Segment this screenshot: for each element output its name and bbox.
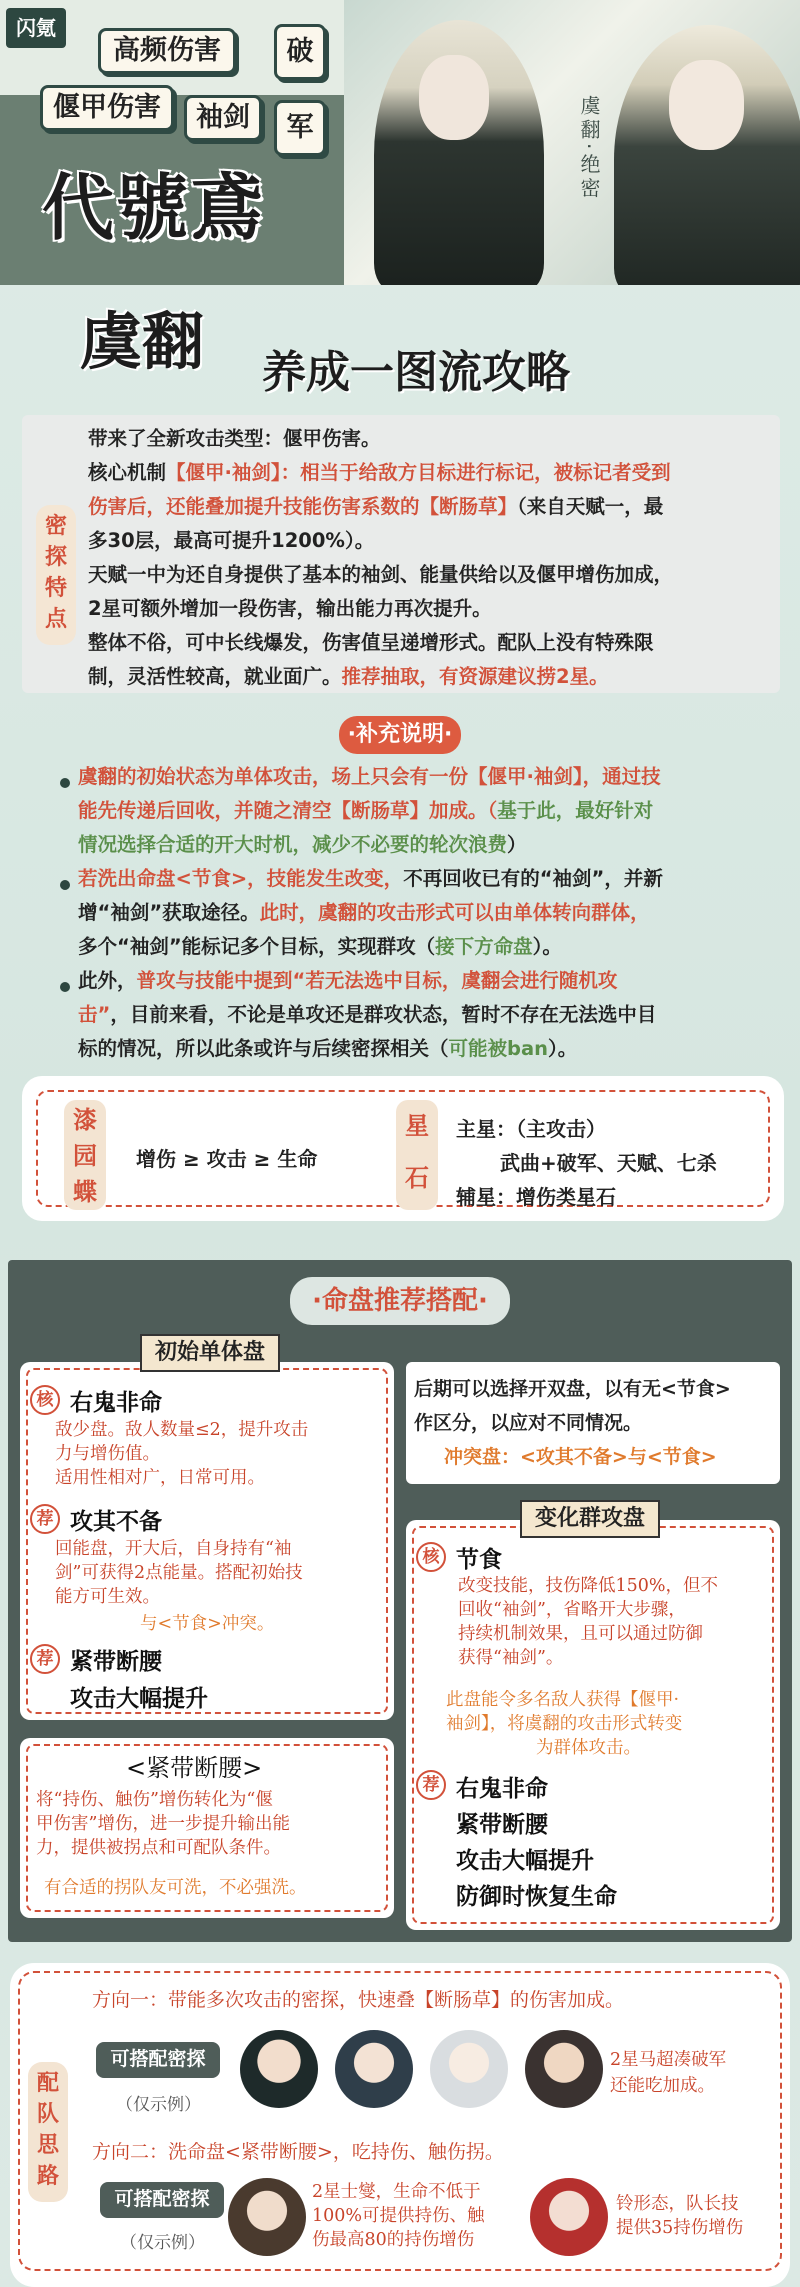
tag-sleeve-sword: 袖剑 bbox=[184, 95, 262, 141]
agent-avatar-3 bbox=[430, 2030, 508, 2108]
core-name: 右鬼非命 bbox=[70, 1390, 162, 1416]
supp-3-text-b: 普攻与技能中提到“若无法选中目标，虞翻会进行随机攻 bbox=[136, 969, 618, 992]
group-desc-2: 回收“袖剑”，省略开大步骤， bbox=[458, 1600, 686, 1620]
supp-2-text-c: 增“袖剑”获取途径。 bbox=[78, 901, 260, 924]
rec-desc-1: 回能盘，开大后，自身持有“袖 bbox=[55, 1539, 292, 1559]
trait-talent-note: （来自天赋一，最 bbox=[517, 495, 664, 518]
trait-line-6: 2星可额外增加一段伤害，输出能力再次提升。 bbox=[88, 597, 492, 620]
main-star: 主星：（主攻击） bbox=[456, 1117, 606, 1141]
team-direction-1: 方向一：带能多次攻击的密探，快速叠【断肠草】的伤害加成。 bbox=[92, 1989, 625, 2011]
trait-yanjia-sword: 【偃甲·袖剑】：相当于给敌方目标进行标记，被标记者受到 bbox=[166, 461, 671, 484]
group-rec-4: 防御时恢复生命 bbox=[456, 1884, 617, 1910]
team-note-3b: 提供35持伤增伤 bbox=[616, 2218, 744, 2238]
team-label bbox=[28, 2062, 68, 2202]
note-line-2: 作区分，以应对不同情况。 bbox=[414, 1412, 643, 1434]
team-note-1a: 2星马超凑破军 bbox=[610, 2050, 727, 2070]
supp-1-text-d: 情况选择合适的开大时机，减少不必要的轮次浪费 bbox=[78, 833, 508, 856]
agent-avatar-6 bbox=[530, 2178, 608, 2256]
supp-2-text-a: 若洗出命盘<节食>，技能发生改变， bbox=[78, 867, 404, 890]
agent-avatar-2 bbox=[335, 2030, 413, 2108]
supp-3-line-3 bbox=[78, 1032, 577, 1066]
character-name: 虞翻 bbox=[80, 305, 205, 378]
example-note-1: （仅示例） bbox=[116, 2095, 201, 2115]
example-note-2: （仅示例） bbox=[120, 2233, 205, 2253]
supp-2-line-2 bbox=[78, 896, 650, 930]
trait-line-8 bbox=[88, 660, 609, 694]
lacquer-butterfly-label bbox=[64, 1100, 106, 1210]
team-note-2b: 100%可提供持伤、触 bbox=[312, 2206, 485, 2226]
rec-desc-2: 剑”可获得2点能量。搭配初始技 bbox=[55, 1563, 303, 1583]
supp-3-text-a: 此外， bbox=[78, 969, 137, 992]
aux-star: 辅星：增伤类星石 bbox=[456, 1185, 616, 1209]
team-direction-2: 方向二：洗命盘<紧带断腰>，吃持伤、触伤拐。 bbox=[92, 2141, 504, 2163]
supp-3-line-1 bbox=[78, 964, 617, 998]
group-attack-head: 变化群攻盘 bbox=[520, 1500, 660, 1538]
team-label-text: 配队思路 bbox=[36, 2071, 59, 2189]
trait-line-7: 整体不俗，可中长线爆发，伤害值呈递增形式。配队上没有特殊限 bbox=[88, 631, 654, 654]
supp-3-text-c: 击” bbox=[78, 1003, 111, 1026]
group-core-name: 节食 bbox=[456, 1547, 502, 1573]
note-conflict: 冲突盘：<攻其不备>与<节食> bbox=[444, 1446, 717, 1468]
supp-1-line-1 bbox=[78, 760, 661, 794]
supp-1-text-b: 能先传递后回收，并随之清空【断肠草】加成。（ bbox=[78, 799, 498, 822]
supp-2-text-g: ）。 bbox=[532, 935, 562, 958]
supp-2-line-1 bbox=[78, 862, 663, 896]
rec2-sub: 攻击大幅提升 bbox=[70, 1686, 208, 1712]
group-rec-3: 攻击大幅提升 bbox=[456, 1848, 594, 1874]
group-rec-1: 右鬼非命 bbox=[456, 1776, 548, 1802]
trait-broken-grass: 伤害后，还能叠加提升技能伤害系数的【断肠草】 bbox=[88, 495, 518, 518]
supp-3-text-g: ）。 bbox=[548, 1037, 578, 1060]
rec-badge: 荐 bbox=[30, 1504, 60, 1534]
hero-illustration bbox=[344, 0, 800, 285]
character-face-left bbox=[419, 55, 489, 140]
supp-3-text-d: ，目前来看，不论是单攻还是群攻状态，暂时不存在无法选中目 bbox=[110, 1003, 657, 1026]
supp-2-text-f: 接下方命盘 bbox=[435, 935, 533, 958]
belt-orange: 有合适的拐队友可洗，不必强洗。 bbox=[44, 1878, 307, 1898]
group-core-badge: 核 bbox=[416, 1542, 446, 1572]
guide-subtitle: 养成一图流攻略 bbox=[262, 347, 570, 398]
trait-line-1: 带来了全新攻击类型：偃甲伤害。 bbox=[88, 427, 381, 450]
team-note-3a: 铃形态，队长技 bbox=[616, 2194, 739, 2214]
trait-recommendation: 推荐抽取，有资源建议捞2星。 bbox=[341, 665, 609, 688]
trait-flexibility: 制，灵活性较高，就业面广。 bbox=[88, 665, 342, 688]
team-note-2c: 伤最高80的持伤增伤 bbox=[312, 2230, 475, 2250]
group-desc-3: 持续机制效果，且可以通过防御 bbox=[458, 1624, 703, 1644]
tag-jun: 军 bbox=[274, 100, 326, 156]
brand-logo: 闪氪 bbox=[6, 8, 66, 48]
lacquer-butterfly-priority: 增伤 ≥ 攻击 ≥ 生命 bbox=[136, 1147, 318, 1171]
core-desc-2: 力与增伤值。 bbox=[55, 1444, 160, 1464]
agent-avatar-5 bbox=[228, 2178, 306, 2256]
group-orange-1: 此盘能令多名敌人获得【偃甲· bbox=[446, 1690, 680, 1710]
supp-2-text-b: 不再回收已有的“袖剑”，并新 bbox=[403, 867, 663, 890]
bullet-dot-2 bbox=[60, 880, 70, 890]
pick-agent-button-2[interactable]: 可搭配密探 bbox=[100, 2182, 224, 2218]
rec-name: 攻其不备 bbox=[70, 1509, 162, 1535]
supp-1-text-e: ） bbox=[507, 833, 527, 856]
header-banner bbox=[0, 0, 800, 285]
bullet-dot-1 bbox=[60, 778, 70, 788]
trait-line-3 bbox=[88, 490, 663, 524]
group-desc-1: 改变技能，技伤降低150%，但不 bbox=[458, 1576, 719, 1596]
star-stone-label-text: 星石 bbox=[405, 1112, 429, 1192]
game-title: 代號鳶 bbox=[42, 166, 265, 250]
bullet-dot-3 bbox=[60, 982, 70, 992]
pick-agent-button-1[interactable]: 可搭配密探 bbox=[96, 2042, 220, 2078]
lacquer-butterfly-label-text: 漆园蝶 bbox=[73, 1106, 97, 1206]
mingpan-title: ·命盘推荐搭配· bbox=[290, 1277, 510, 1325]
star-stone-label bbox=[396, 1100, 438, 1210]
single-target-head: 初始单体盘 bbox=[140, 1334, 280, 1372]
core-badge: 核 bbox=[30, 1385, 60, 1415]
rec-conflict: 与<节食>冲突。 bbox=[140, 1614, 275, 1634]
supp-1-text-c: 基于此，最好针对 bbox=[497, 799, 654, 822]
supplement-title: ·补充说明· bbox=[339, 716, 461, 754]
group-rec-badge: 荐 bbox=[416, 1770, 446, 1800]
rec-desc-3: 能方可生效。 bbox=[55, 1587, 160, 1607]
supp-1-line-3 bbox=[78, 828, 527, 862]
agent-avatar-4 bbox=[525, 2030, 603, 2108]
rec2-badge: 荐 bbox=[30, 1644, 60, 1674]
trait-line-4: 多30层，最高可提升1200%）。 bbox=[88, 529, 375, 552]
trait-core-mechanism: 核心机制 bbox=[88, 461, 167, 484]
core-desc-1: 敌少盘。敌人数量≤2，提升攻击 bbox=[55, 1420, 309, 1440]
supp-2-line-3 bbox=[78, 930, 562, 964]
supp-2-text-d: 此时，虞翻的攻击形式可以由单体转向群体， bbox=[259, 901, 650, 924]
trait-line-2 bbox=[88, 456, 671, 490]
main-star-detail: 武曲+破军、天赋、七杀 bbox=[500, 1151, 717, 1175]
team-note-1b: 还能吃加成。 bbox=[610, 2076, 715, 2096]
character-face-right bbox=[669, 60, 744, 150]
tag-yanjia-damage: 偃甲伤害 bbox=[40, 85, 174, 131]
group-rec-2: 紧带断腰 bbox=[456, 1812, 548, 1838]
rec2-name: 紧带断腰 bbox=[70, 1649, 162, 1675]
team-note-2a: 2星士燮，生命不低于 bbox=[312, 2182, 481, 2202]
supp-3-text-e: 标的情况，所以此条或许与后续密探相关（ bbox=[78, 1037, 449, 1060]
core-desc-3: 适用性相对广，日常可用。 bbox=[55, 1468, 265, 1488]
tag-high-frequency: 高频伤害 bbox=[98, 28, 236, 74]
belt-desc-2: 甲伤害”增伤，进一步提升输出能 bbox=[36, 1814, 290, 1834]
belt-head: <紧带断腰> bbox=[126, 1754, 263, 1782]
belt-desc-3: 力，提供被拐点和可配队条件。 bbox=[36, 1838, 281, 1858]
group-orange-2: 袖剑】，将虞翻的攻击形式转变 bbox=[446, 1714, 683, 1734]
supp-1-text-a: 虞翻的初始状态为单体攻击，场上只会有一份【偃甲·袖剑】，通过技 bbox=[78, 765, 661, 788]
agent-avatar-1 bbox=[240, 2030, 318, 2108]
group-desc-4: 获得“袖剑”。 bbox=[458, 1648, 564, 1668]
tag-po: 破 bbox=[274, 24, 326, 80]
secret-traits-label-text: 密探特点 bbox=[44, 514, 67, 632]
note-line-1: 后期可以选择开双盘，以有无<节食> bbox=[414, 1378, 731, 1400]
card-vertical-text: 虞翻·绝密 bbox=[577, 95, 601, 202]
supp-2-text-e: 多个“袖剑”能标记多个目标，实现群攻（ bbox=[78, 935, 436, 958]
supp-3-text-f: 可能被ban bbox=[448, 1037, 549, 1060]
trait-line-5: 天赋一中为还自身提供了基本的袖剑、能量供给以及偃甲增伤加成， bbox=[88, 563, 674, 586]
supp-3-line-2 bbox=[78, 998, 656, 1032]
secret-traits-label bbox=[36, 505, 76, 645]
belt-desc-1: 将“持伤、触伤”增伤转化为“偃 bbox=[36, 1790, 273, 1810]
group-orange-3: 为群体攻击。 bbox=[536, 1738, 641, 1758]
supp-1-line-2 bbox=[78, 794, 653, 828]
